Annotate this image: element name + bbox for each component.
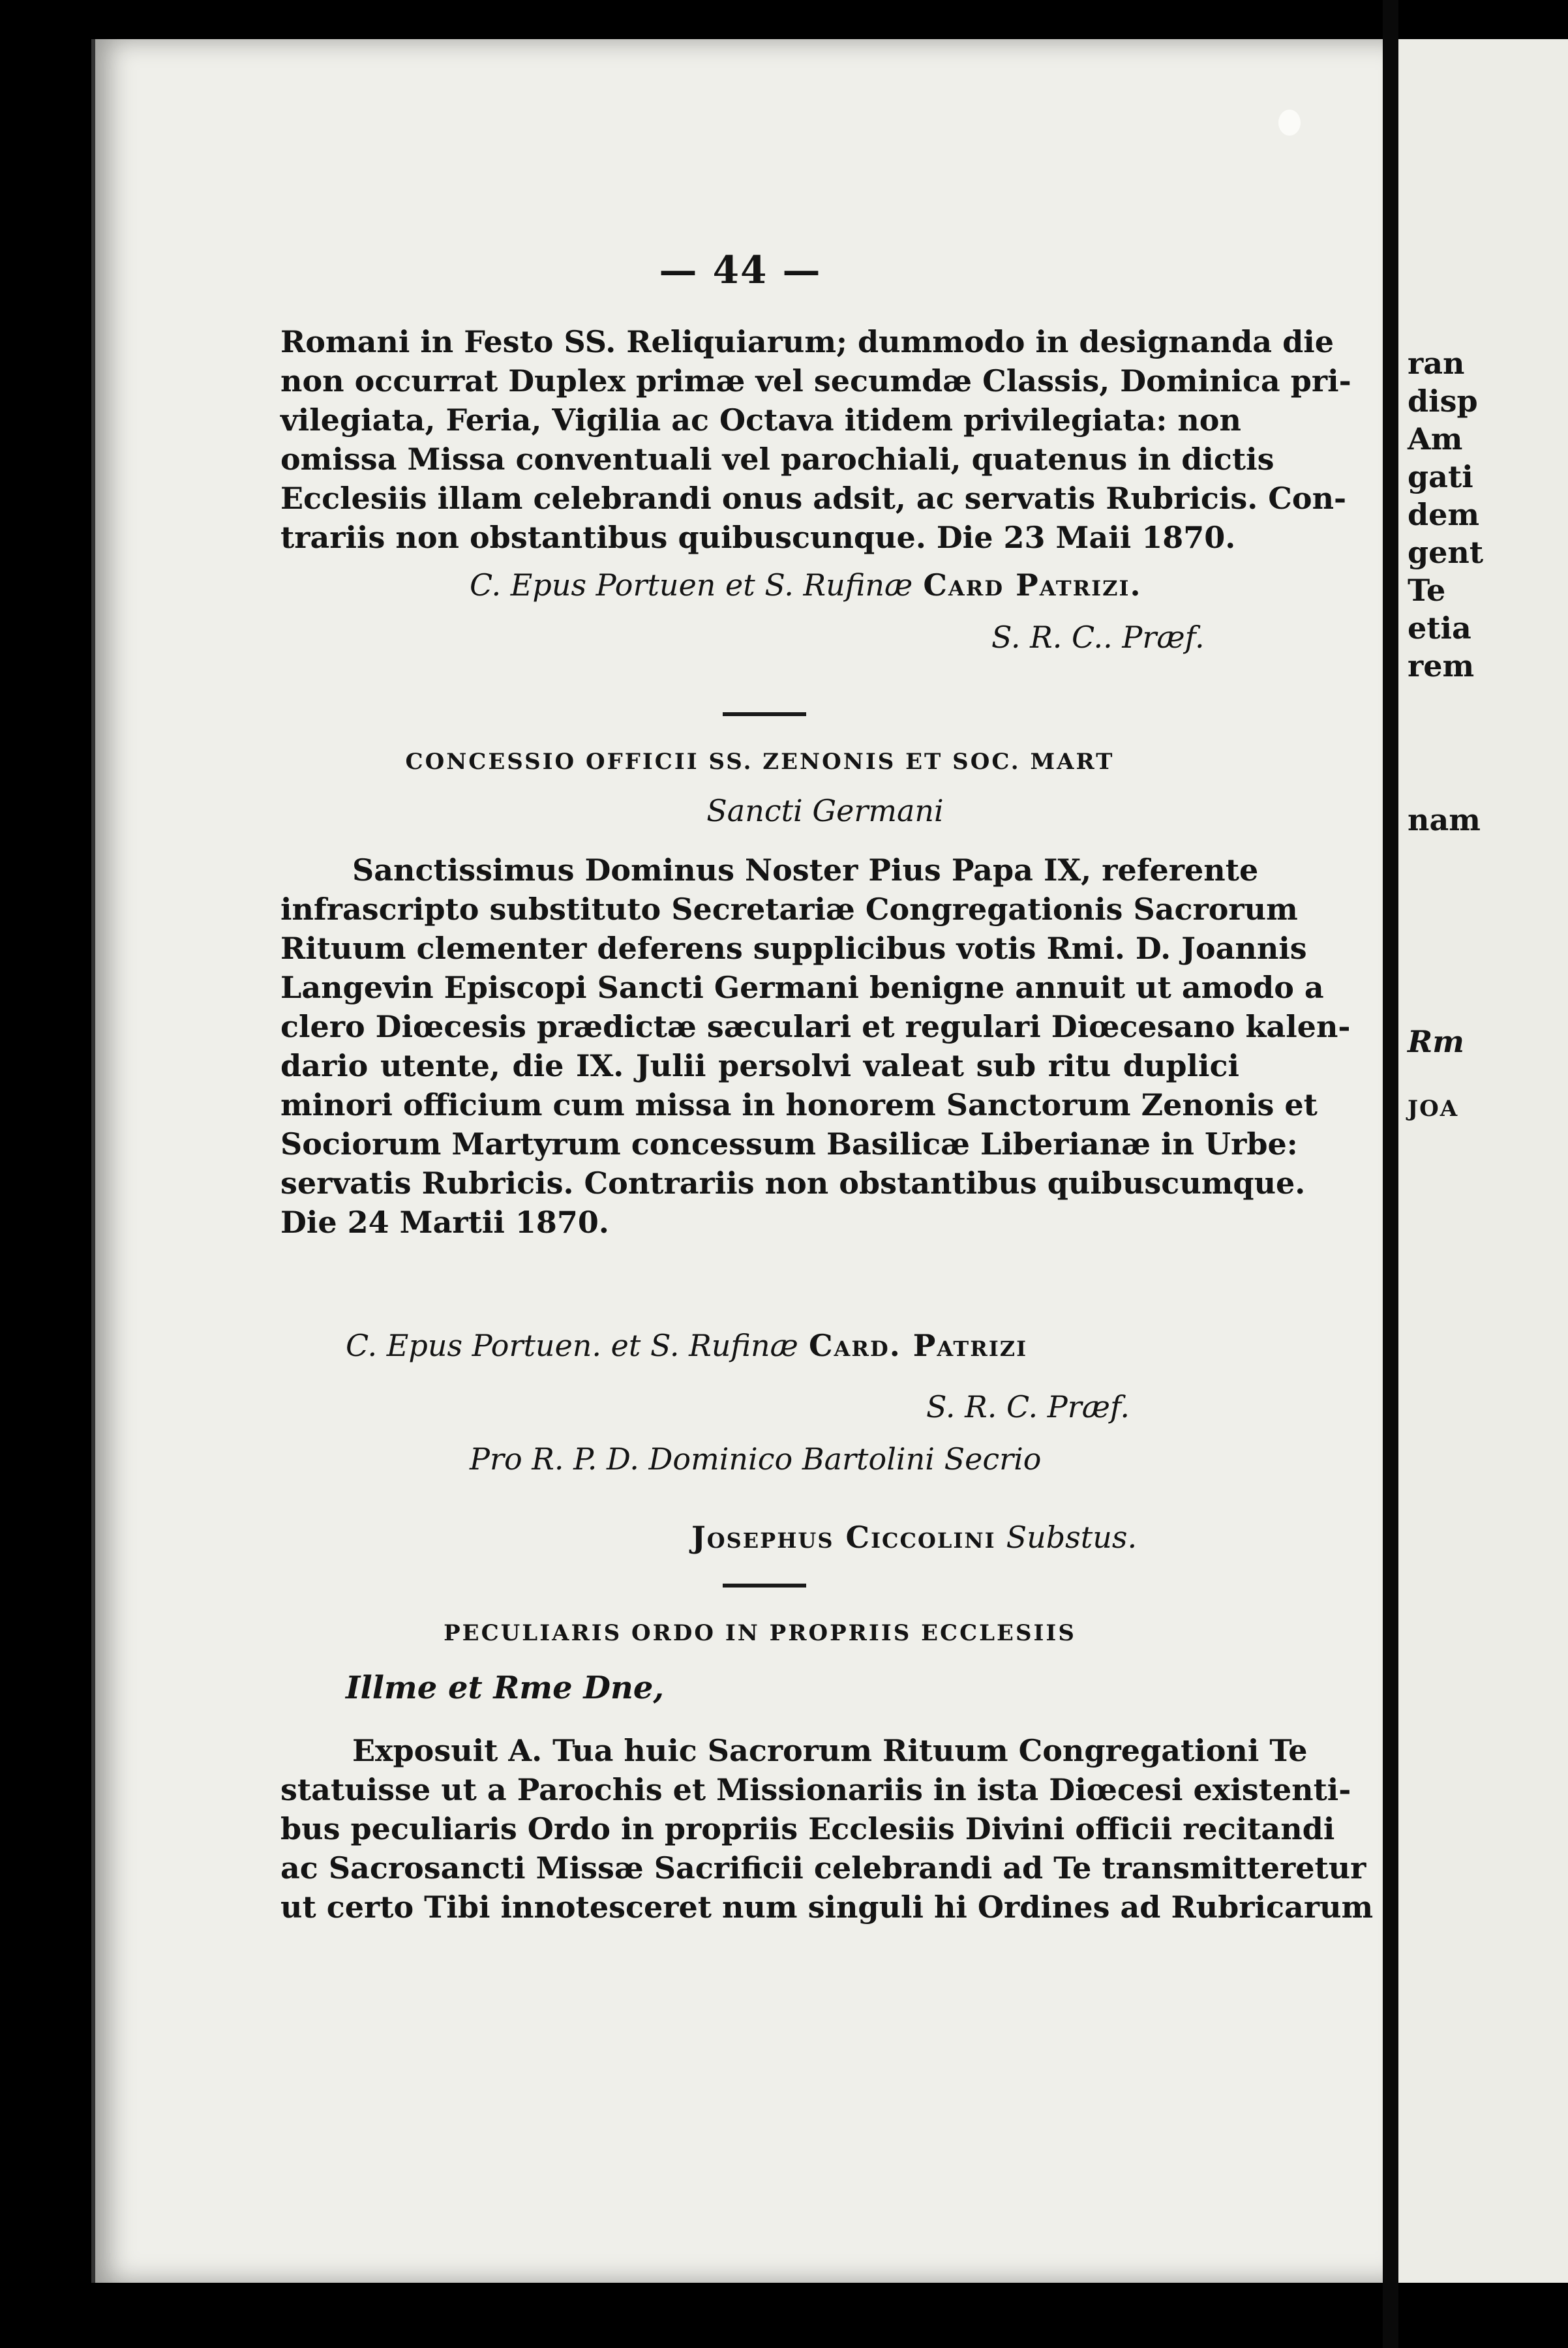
- signature-name: Card. Patrizi: [808, 1328, 1028, 1363]
- facing-fragment: disp: [1408, 384, 1478, 419]
- binding-hole: [1278, 110, 1301, 136]
- signature-line: [470, 567, 1142, 603]
- body-line: Ecclesiis illam celebrandi onus adsit, ac servatis Rubricis. Con-: [280, 481, 1347, 516]
- body-line: omissa Missa conventuali vel parochiali, quatenus in dictis: [280, 442, 1274, 477]
- page-gutter: [1383, 0, 1398, 2348]
- signature-title: C. Epus Portuen et S. Rufinæ: [470, 567, 913, 603]
- facing-fragment: rem: [1408, 648, 1475, 684]
- body-line: clero Diœcesis prædictæ sæculari et regulari Diœcesano kalen-: [280, 1009, 1351, 1044]
- signature-secretary: Pro R. P. D. Dominico Bartolini Secrio: [470, 1441, 1042, 1477]
- body-line: infrascripto substituto Secretariæ Congregationis Sacrorum: [280, 892, 1298, 927]
- signature-title: C. Epus Portuen. et S. Rufinæ: [346, 1328, 798, 1363]
- body-line: Sociorum Martyrum concessum Basilicæ Liberianæ in Urbe:: [280, 1126, 1298, 1162]
- signature-office: S. R. C. Præf.: [926, 1389, 1130, 1424]
- body-line: Exposuit A. Tua huic Sacrorum Rituum Congregationi Te: [352, 1733, 1308, 1768]
- body-line: Langevin Episcopi Sancti Germani benigne annuit ut amodo a: [280, 970, 1324, 1005]
- body-line: vilegiata, Feria, Vigilia ac Octava itidem privilegiata: non: [280, 402, 1241, 438]
- body-line: Die 24 Martii 1870.: [280, 1205, 609, 1240]
- body-line: minori officium cum missa in honorem Sanctorum Zenonis et: [280, 1087, 1318, 1122]
- facing-fragment: Am: [1408, 421, 1463, 457]
- body-line: trariis non obstantibus quibuscunque. Die 23 Maii 1870.: [280, 520, 1236, 555]
- signature-name: Josephus Ciccolini: [691, 1520, 996, 1555]
- body-line: bus peculiaris Ordo in propriis Ecclesiis Divini officii recitandi: [280, 1811, 1335, 1846]
- section-subheading: Sancti Germani: [706, 793, 944, 828]
- section-heading: CONCESSIO OFFICII SS. ZENONIS ET SOC. MART: [405, 749, 1115, 775]
- facing-fragment: dem: [1408, 497, 1480, 532]
- body-line: Romani in Festo SS. Reliquiarum; dummodo in designanda die: [280, 324, 1334, 359]
- facing-fragment: etia: [1408, 610, 1471, 646]
- facing-fragment: JOA: [1408, 1096, 1459, 1122]
- facing-fragment: gati: [1408, 459, 1473, 494]
- signature-line: [346, 1328, 1027, 1363]
- salutation: Illme et Rme Dne,: [346, 1670, 665, 1706]
- body-line: servatis Rubricis. Contrariis non obstantibus quibuscumque.: [280, 1166, 1306, 1201]
- page-number: — 44 —: [659, 248, 822, 292]
- signature-title: Substus.: [1006, 1520, 1138, 1555]
- body-line: ac Sacrosancti Missæ Sacrificii celebrandi ad Te transmitteretur: [280, 1850, 1366, 1886]
- section-divider: [723, 1584, 806, 1588]
- facing-fragment: Te: [1408, 573, 1446, 608]
- facing-fragment: ran: [1408, 346, 1465, 381]
- body-line: statuisse ut a Parochis et Missionariis in ista Diœcesi existenti-: [280, 1772, 1351, 1807]
- body-line: Rituum clementer deferens supplicibus votis Rmi. D. Joannis: [280, 931, 1307, 966]
- section-divider: [723, 712, 806, 716]
- body-line: dario utente, die IX. Julii persolvi valeat sub ritu duplici: [280, 1048, 1239, 1083]
- facing-page: [1398, 39, 1568, 2283]
- signature-name: Card Patrizi.: [923, 567, 1142, 603]
- facing-fragment: Rm: [1408, 1024, 1464, 1059]
- section-heading: PECULIARIS ORDO IN PROPRIIS ECCLESIIS: [444, 1620, 1076, 1646]
- body-line: Sanctissimus Dominus Noster Pius Papa IX, referente: [352, 852, 1259, 888]
- facing-fragment: gent: [1408, 535, 1484, 570]
- signature-office: S. R. C.. Præf.: [991, 620, 1205, 655]
- body-line: non occurrat Duplex primæ vel secumdæ Classis, Dominica pri-: [280, 363, 1351, 399]
- body-line: ut certo Tibi innotesceret num singuli hi Ordines ad Rubricarum: [280, 1889, 1374, 1925]
- signature-line: [691, 1520, 1137, 1555]
- facing-fragment: nam: [1408, 802, 1481, 837]
